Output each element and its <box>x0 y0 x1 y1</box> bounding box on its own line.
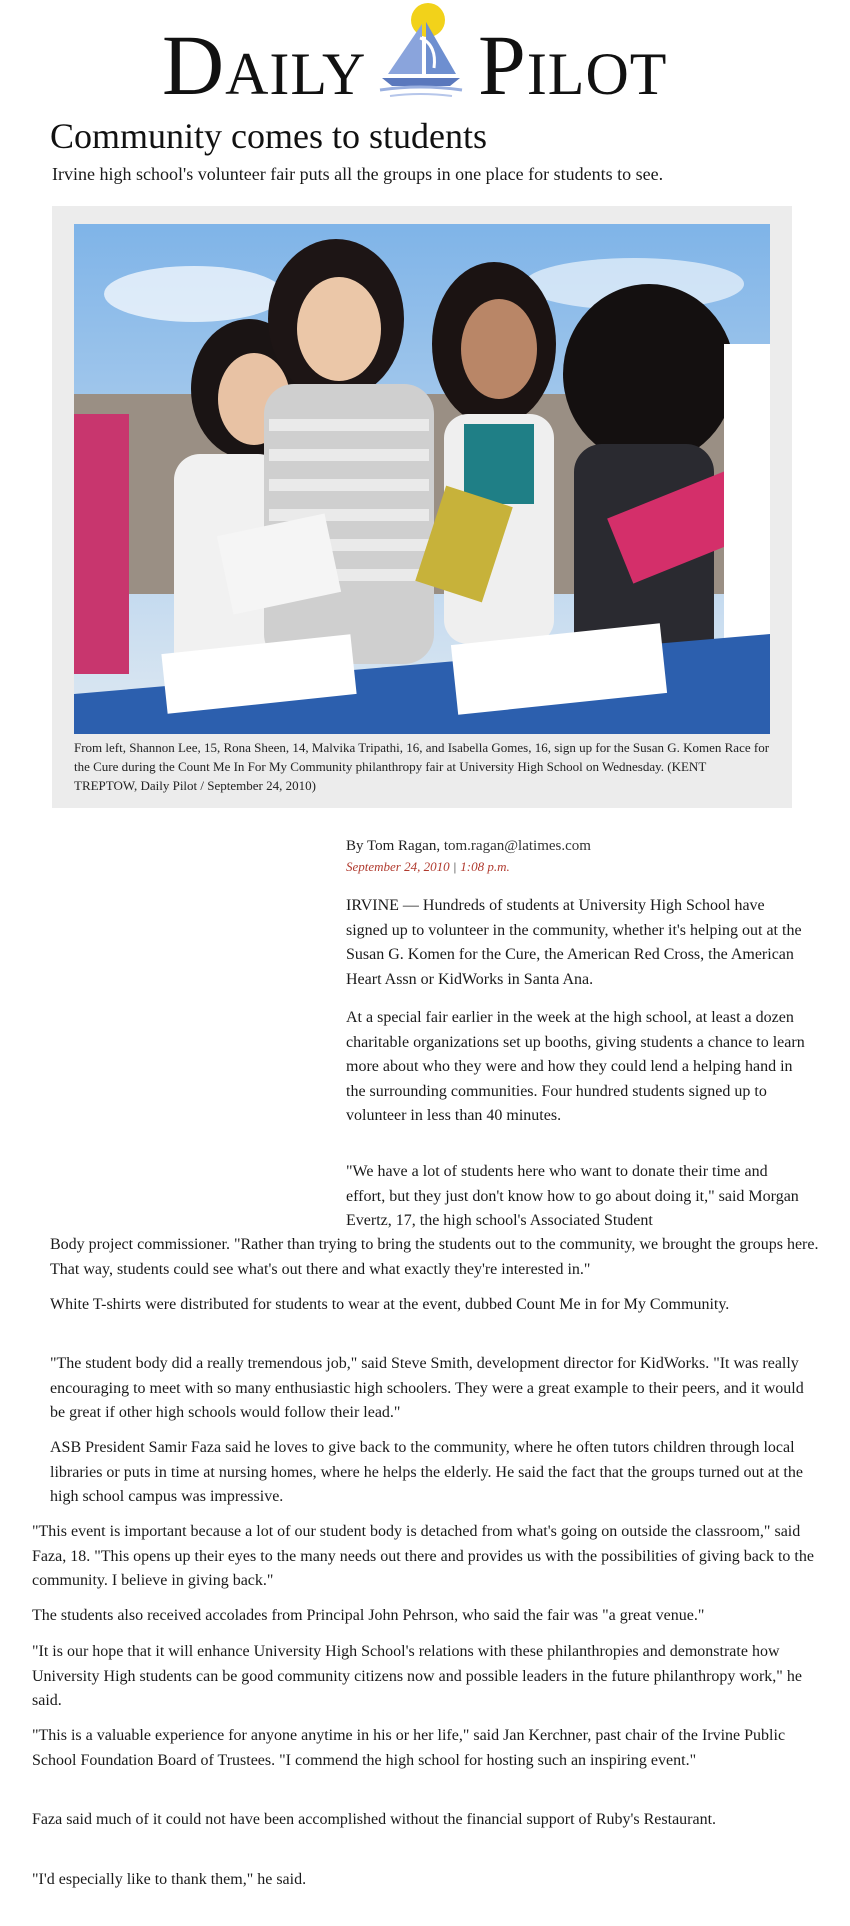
paragraph-2: At a special fair earlier in the week at the high school, at least a dozen charitable organizations set up booths, giving students a chance to learn more about who they were and how they could lend a helping hand in the surrounding communities. Four hundred students signed up to volunteer in less than 40 minutes. <box>346 1009 805 1124</box>
date-separator: | <box>453 859 457 874</box>
paragraph-5: "The student body did a really tremendous job," said Steve Smith, development director for KidWorks. "It was really encouraging to meet with so many enthusiastic high schoolers. They were a great example to their peers, and it would be great if other high schools would follow their lead." <box>50 1355 804 1421</box>
photo-block <box>52 206 792 808</box>
dateline <box>346 858 510 876</box>
article-photo[interactable] <box>74 224 770 734</box>
masthead-pilot <box>478 17 668 113</box>
paragraph-3-continued: Body project commissioner. "Rather than trying to bring the students out to the community, we brought the groups here. That way, students could see what's out there and what exactly they're interested in." <box>50 1236 819 1278</box>
publish-date: September 24, 2010 <box>346 859 450 874</box>
paragraph-4: White T-shirts were distributed for students to wear at the event, dubbed Count Me in for My Community. <box>50 1296 730 1313</box>
paragraph-9: "It is our hope that it will enhance University High School's relations with these philanthropies and demonstrate how University High students can be good community citizens now and possible leaders in the future philanthropy work," he said. <box>32 1643 802 1709</box>
byline-email-link[interactable]: tom.ragan@latimes.com <box>443 838 591 854</box>
headline: Community comes to students <box>50 116 487 156</box>
masthead-daily-text: Daily <box>162 17 367 113</box>
paragraph-12: "I'd especially like to thank them," he said. <box>32 1871 307 1888</box>
paragraph-6: ASB President Samir Faza said he loves to give back to the community, where he often tutors children through local libraries or puts in time at nursing homes, where he helps the elderly. He said the fact that the groups turned out at the high school campus was impressive. <box>50 1439 803 1505</box>
masthead-daily <box>162 17 367 113</box>
paragraph-1: IRVINE — Hundreds of students at University High School have signed up to volunteer in the community, whether it's helping out at the Susan G. Komen for the Cure, the American Red Cross, the American Heart Assn or KidWorks in Santa Ana. <box>346 897 802 988</box>
paragraph-3: "We have a lot of students here who want to donate their time and effort, but they just don't know how to go about doing it," said Morgan Evertz, 17, the high school's Associated Student <box>346 1163 799 1229</box>
photo-caption: From left, Shannon Lee, 15, Rona Sheen, 14, Malvika Tripathi, 16, and Isabella Gomes, 16, sign up for the Susan G. Komen Race for the Cure during the Count Me In For My Community philanthropy fair at University High School on Wednesday. (KENT TREPTOW, Daily Pilot / September 24, 2010) <box>74 740 770 793</box>
byline <box>346 836 591 856</box>
paragraph-10: "This is a valuable experience for anyone anytime in his or her life," said Jan Kerchner, past chair of the Irvine Public School Foundation Board of Trustees. "I commend the high school for hosting such an inspiring event." <box>32 1727 786 1769</box>
sailboat-sun-icon <box>370 2 470 102</box>
masthead-pilot-text: Pilot <box>478 17 668 113</box>
paragraph-11: Faza said much of it could not have been accomplished without the financial support of Ruby's Restaurant. <box>32 1811 717 1828</box>
deck-subheadline: Irvine high school's volunteer fair puts all the groups in one place for students to see. <box>52 164 664 184</box>
paragraph-8: The students also received accolades from Principal John Pehrson, who said the fair was "a great venue." <box>32 1607 705 1624</box>
paragraph-7: "This event is important because a lot of our student body is detached from what's going on outside the classroom," said Faza, 18. "This opens up their eyes to the many needs out there and provides us with the possibilities of giving back to the community. I believe in giving back." <box>32 1523 814 1589</box>
publish-time: 1:08 p.m. <box>460 859 510 874</box>
byline-author: By Tom Ragan, <box>346 838 441 854</box>
masthead <box>0 0 850 113</box>
